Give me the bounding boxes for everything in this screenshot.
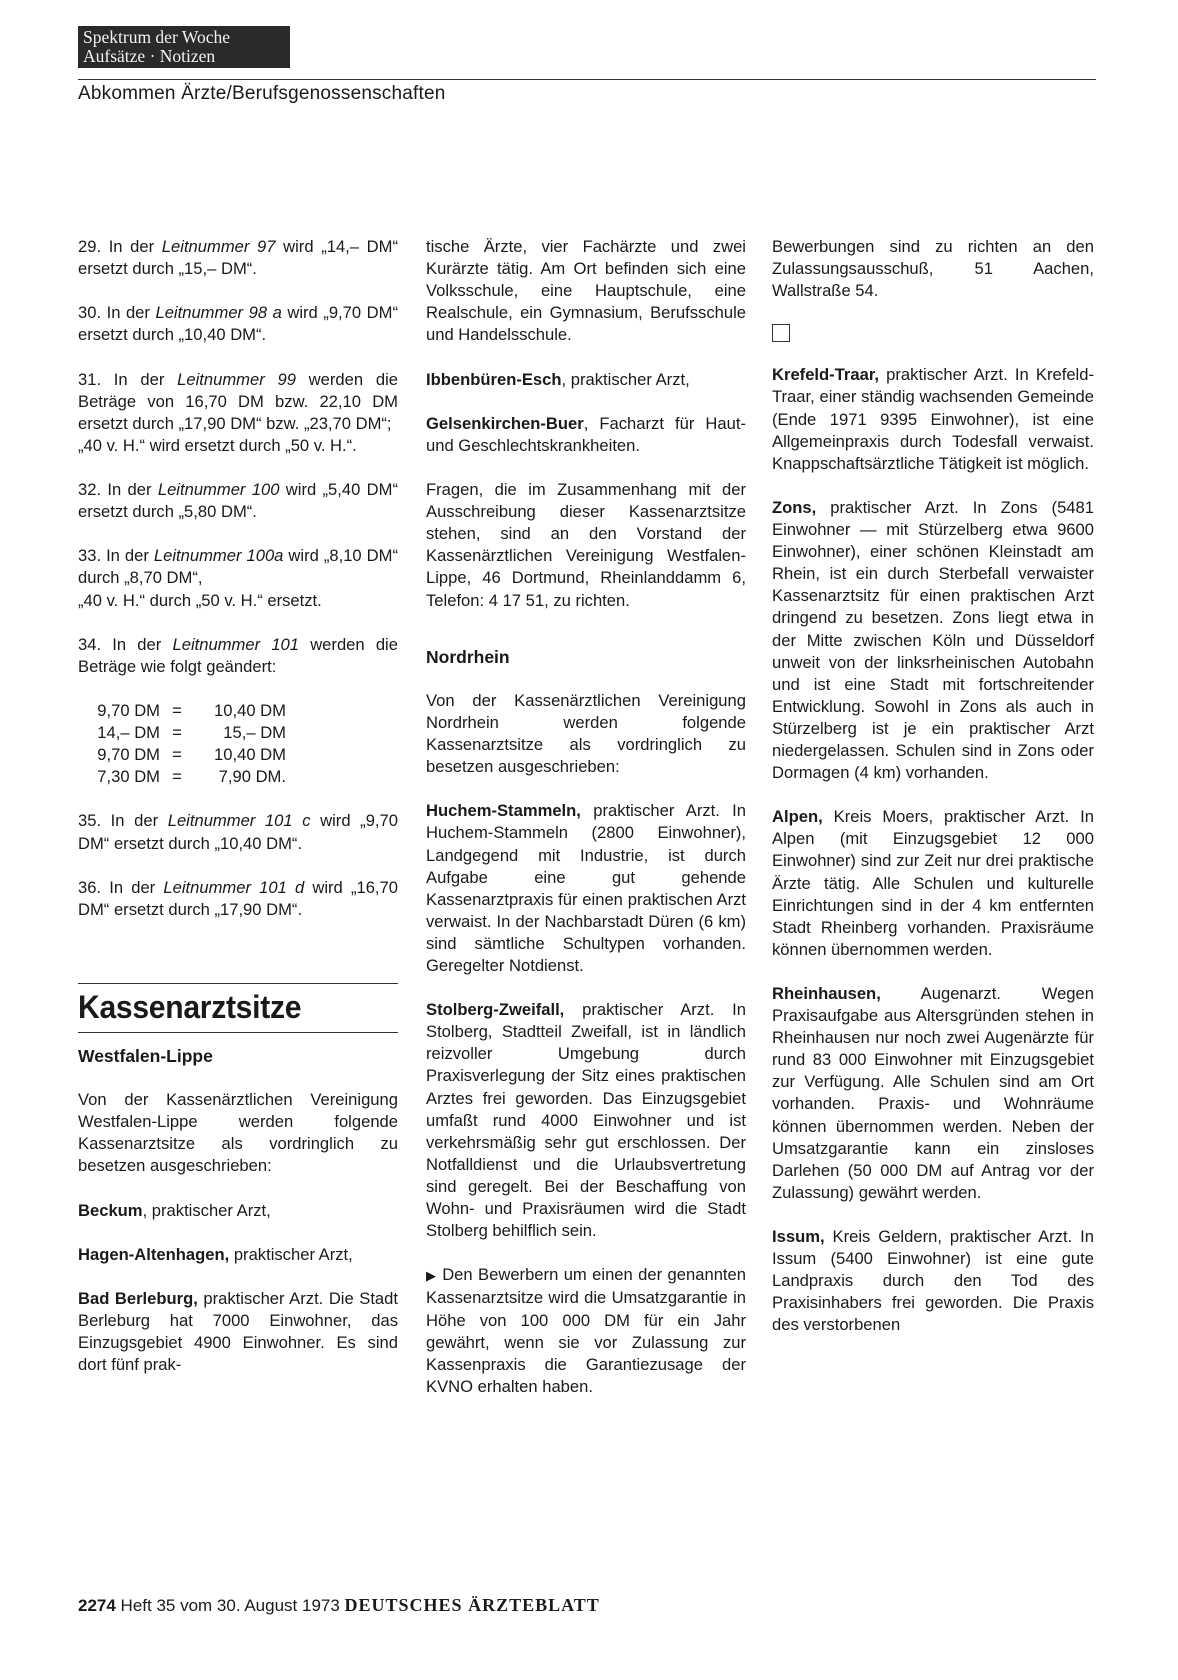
paragraph-35: 35. In der Leitnummer 101 c wird „9,70 DM“ ersetzt durch „10,40 DM“. [78, 811, 398, 853]
intro-nordrhein: Von der Kassenärztlichen Vereinigung Nordrhein werden folgende Kassenarztsitze als vordringlich zu besetzen ausgeschrieben: [426, 690, 746, 777]
spacer [426, 634, 746, 646]
triangle-right-icon: ▶ [426, 1268, 437, 1284]
listing-gelsenkirchen: Gelsenkirchen-Buer, Facharzt für Haut- und Geschlechtskrankheiten. [426, 413, 746, 455]
paragraph-29: 29. In der Leitnummer 97 wird „14,– DM“ ersetzt durch „15,– DM“. [78, 237, 398, 279]
issue-info: Heft 35 vom 30. August 1973 [115, 1596, 345, 1615]
department-label-line2: Aufsätze · Notizen [83, 46, 216, 66]
page-footer [78, 1595, 600, 1616]
page-number: 2274 [78, 1596, 116, 1615]
paragraph-33: 33. In der Leitnummer 100a wird „8,10 DM“ durch „8,70 DM“, „40 v. H.“ durch „50 v. H.“ ersetzt. [78, 546, 398, 610]
column-3 [772, 236, 1094, 1337]
column-2 [426, 236, 746, 1398]
spacer [78, 943, 398, 983]
table-row: 7,30 DM = 7,90 DM. [97, 767, 286, 787]
listing-rheinhausen: Rheinhausen, Augenarzt. Wegen Praxisaufgabe aus Altersgründen stehen in Rheinhausen nur noch zwei Augenärzte für rund 83 000 Einwohner mit Einzugsgebiet zur Verfügung. Alle Schulen sind am Ort vorhanden. Praxis- und Wohnräume können übernommen werden. Neben der Umsatzgarantie kann ein zinsloses Darlehen (50 000 DM auf Antrag vor der Zulassung) gewährt werden. [772, 984, 1094, 1202]
listing-krefeld: Krefeld-Traar, praktischer Arzt. In Krefeld-Traar, einer ständig wachsenden Gemeinde (Ende 1971 9395 Einwohner), ist eine Allgemeinpraxis durch Todesfall verwaist. Knappschaftsärztliche Tätigkeit ist möglich. [772, 365, 1094, 473]
listing-stolberg: Stolberg-Zweifall, praktischer Arzt. In Stolberg, Stadtteil Zweifall, ist in ländlich reizvoller Umgebung durch Praxisverlegung der Sitz eines praktischen Arztes frei geworden. Das Einzugsgebiet umfaßt rund 4000 Einwohner und ist verkehrsmäßig sehr gut erschlossen. Der Notfalldienst und die Urlaubsvertretung sind geregelt. Bei der Beschaffung von Wohn- und Praxisräumen wird die Stadt Stolberg behilflich sein. [426, 1000, 746, 1241]
amount-table [78, 700, 398, 788]
paragraph-34: 34. In der Leitnummer 101 werden die Beträge wie folgt geändert: [78, 634, 398, 676]
listing-huchem: Huchem-Stammeln, praktischer Arzt. In Huchem-Stammeln (2800 Einwohner), Landgegend mit Industrie, ist durch Aufgabe eine gut gehende Kassenarztpraxis für einen praktischen Arzt verwaist. In der Nachbarstadt Düren (6 km) sind sämtliche Schultypen vorhanden. Geregelter Notdienst. [426, 801, 746, 975]
table-row: 9,70 DM = 10,40 DM [97, 700, 286, 720]
header-rule [78, 79, 1096, 80]
table-row: 9,70 DM = 10,40 DM [97, 745, 286, 765]
paragraph-31: 31. In der Leitnummer 99 werden die Beträge von 16,70 DM bzw. 22,10 DM ersetzt durch „17,90 DM“ bzw. „23,70 DM“; „40 v. H.“ wird ersetzt durch „50 v. H.“. [78, 369, 398, 455]
heading-rule-top [78, 983, 398, 984]
department-label-line1: Spektrum der Woche [83, 27, 230, 47]
section-title: Abkommen Ärzte/Berufsgenossenschaften [78, 83, 446, 104]
paragraph-30: 30. In der Leitnummer 98 a wird „9,70 DM“ ersetzt durch „10,40 DM“. [78, 303, 398, 345]
listing-hagen: Hagen-Altenhagen, praktischer Arzt, [78, 1244, 353, 1264]
guarantee-paragraph: ▶ Den Bewerbern um einen der genannten Kassenarztsitze wird die Umsatzgarantie in Höhe von 100 000 DM für ein Jahr gewährt, wenn sie vor Zulassung zur Kassenpraxis die Garantiezusage der KVNO erhalten haben. [426, 1265, 746, 1396]
listing-beckum: Beckum, praktischer Arzt, [78, 1200, 271, 1220]
region-heading-westfalen: Westfalen-Lippe [78, 1046, 213, 1066]
heading-rule-bottom [78, 1032, 398, 1033]
journal-name: DEUTSCHES ÄRZTEBLATT [344, 1595, 600, 1615]
square-icon [772, 324, 790, 342]
listing-berleburg: Bad Berleburg, praktischer Arzt. Die Stadt Berleburg hat 7000 Einwohner, das Einzugsgebiet 4900 Einwohner. Es sind dort fünf prak- [78, 1289, 398, 1375]
article-heading: Kassenarztsitze [78, 989, 302, 1025]
contact-paragraph: Fragen, die im Zusammenhang mit der Ausschreibung dieser Kassenarztsitze stehen, sind an den Vorstand der Kassenärztlichen Vereinigung Westfalen-Lippe, 46 Dortmund, Rheinlanddamm 6, Telefon: 4 17 51, zu richten. [426, 480, 746, 610]
applications-paragraph: Bewerbungen sind zu richten an den Zulassungsausschuß, 51 Aachen, Wallstraße 54. [772, 237, 1094, 301]
listing-zons: Zons, praktischer Arzt. In Zons (5481 Einwohner — mit Stürzelberg etwa 9600 Einwohner), einer schönen Kleinstadt am Rhein, ist ein durch Sterbefall verwaister Kassenarztsitz für einen praktischen Arzt dringend zu besetzen. Zons liegt etwa in der Mitte zwischen Köln und Düsseldorf unweit von der linksrheinischen Autobahn und ist eine Stadt mit fortschreitender Entwicklung. Sowohl in Zons als auch in Stürzelberg ist je ein praktischer Arzt niedergelassen. Schulen sind in Zons oder Dormagen (4 km) vorhanden. [772, 497, 1094, 783]
listing-alpen: Alpen, Kreis Moers, praktischer Arzt. In Alpen (mit Einzugsgebiet 12 000 Einwohner) sind zur Zeit nur drei praktische Ärzte tätig. Alle Schulen und kulturelle Einrichtungen sind in der 4 km entfernten Stadt Rheinberg vorhanden. Praxisräume können übernommen werden. [772, 807, 1094, 959]
listing-ibbenbueren: Ibbenbüren-Esch, praktischer Arzt, [426, 369, 690, 389]
continuation-paragraph: tische Ärzte, vier Fachärzte und zwei Kurärzte tätig. Am Ort befinden sich eine Volksschule, eine Hauptschule, eine Realschule, ein Gymnasium, Berufsschule und Handelsschule. [426, 237, 746, 345]
intro-westfalen: Von der Kassenärztlichen Vereinigung Westfalen-Lippe werden folgende Kassenarztsitze als vordringlich zu besetzen ausgeschrieben: [78, 1090, 398, 1176]
department-label-box [78, 26, 290, 68]
paragraph-36: 36. In der Leitnummer 101 d wird „16,70 DM“ ersetzt durch „17,90 DM“. [78, 877, 398, 919]
column-1 [78, 236, 398, 1376]
listing-issum: Issum, Kreis Geldern, praktischer Arzt. In Issum (5400 Einwohner) ist eine gute Landpraxis durch den Tod des Praxisinhabers frei geworden. Die Praxis des verstorbenen [772, 1227, 1094, 1335]
table-row: 14,– DM = 15,– DM [97, 723, 286, 743]
paragraph-32: 32. In der Leitnummer 100 wird „5,40 DM“ ersetzt durch „5,80 DM“. [78, 480, 398, 522]
region-heading-nordrhein: Nordrhein [426, 646, 510, 667]
